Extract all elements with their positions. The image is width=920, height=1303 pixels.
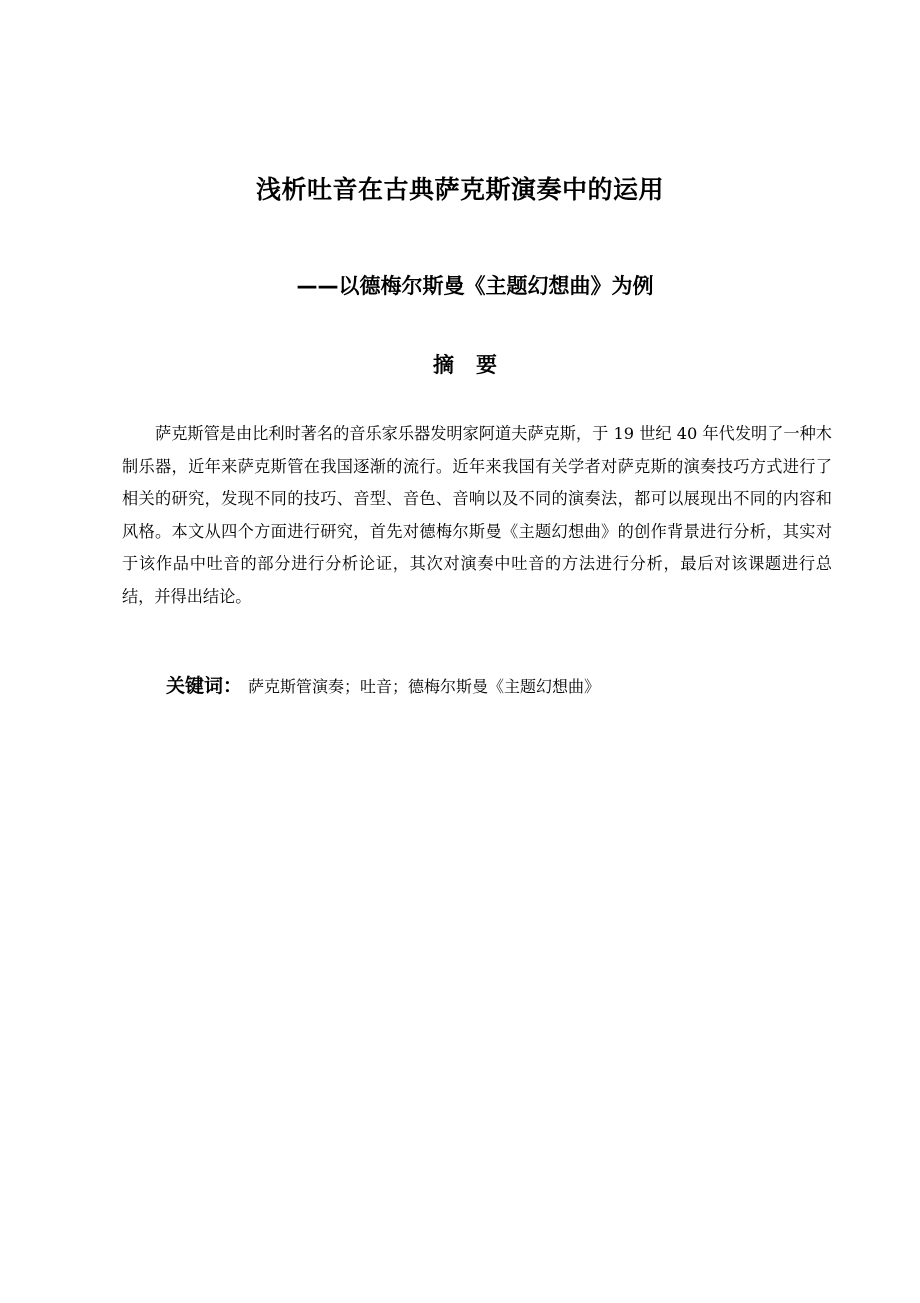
keywords-label: 关键词： xyxy=(166,675,243,697)
paper-title: 浅析吐音在古典萨克斯演奏中的运用 xyxy=(255,175,664,204)
abstract-text: 萨克斯管是由比利时著名的音乐家乐器发明家阿道夫萨克斯，于 19 世纪 40 年代发明了一种木制乐器，近年来萨克斯管在我国逐渐的流行。近年来我国有关学者对萨克斯的演奏技巧方式进行了相关的研究，发现不同的技巧、音型、音色、音响以及不同的演奏法，都可以展现出不同的内容和风格。本文从四个方面进行研究，首先对德梅尔斯曼《主题幻想曲》的创作背景进行分析，其实对于该作品中吐音的部分进行分析论证，其次对演奏中吐音的方法进行分析，最后对该课题进行总结，并得出结论。 xyxy=(122,424,832,606)
keywords-value: 萨克斯管演奏；吐音；德梅尔斯曼《主题幻想曲》 xyxy=(248,677,601,696)
paper-subtitle: ——以德梅尔斯曼《主题幻想曲》为例 xyxy=(296,274,654,298)
keywords-line xyxy=(166,670,846,703)
abstract-heading: 摘要 xyxy=(433,353,519,377)
